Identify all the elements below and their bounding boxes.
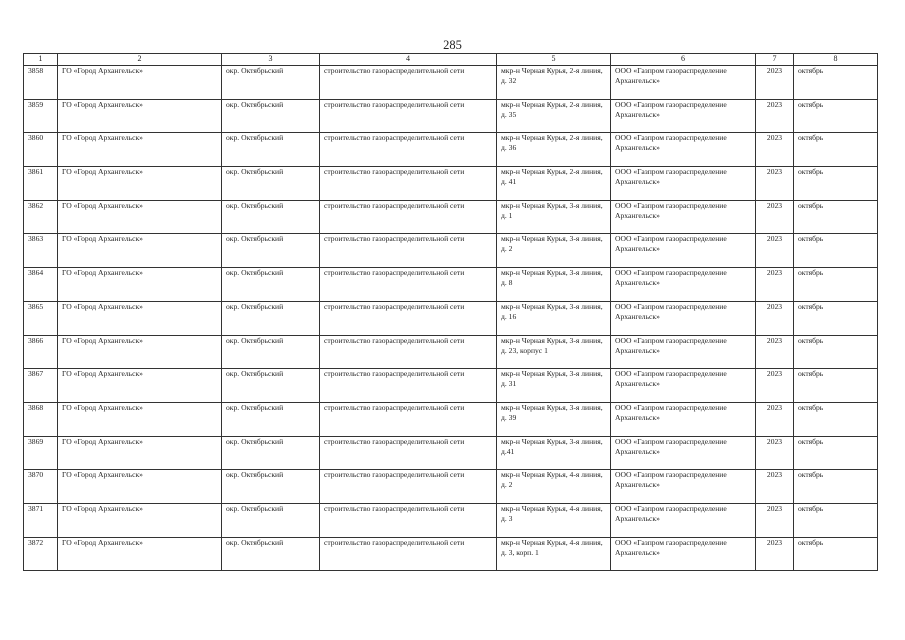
table-row — [24, 200, 878, 234]
year-cell: 2023 — [756, 234, 794, 268]
month-cell: октябрь — [794, 402, 878, 436]
address-cell: мкр-н Черная Курья, 3-я линия, д. 23, корпус 1 — [497, 335, 611, 369]
column-header: 7 — [756, 54, 794, 66]
table-row — [24, 268, 878, 302]
year-cell: 2023 — [756, 200, 794, 234]
district-cell: окр. Октябрьский — [222, 66, 320, 100]
municipality-cell: ГО «Город Архангельск» — [58, 335, 222, 369]
row-number-cell: 3869 — [24, 436, 58, 470]
work-type-cell: строительство газораспределительной сети — [320, 66, 497, 100]
month-cell: октябрь — [794, 470, 878, 504]
row-number-cell: 3861 — [24, 167, 58, 201]
address-cell: мкр-н Черная Курья, 3-я линия, д. 2 — [497, 234, 611, 268]
work-type-cell: строительство газораспределительной сети — [320, 234, 497, 268]
work-type-cell: строительство газораспределительной сети — [320, 167, 497, 201]
work-type-cell: строительство газораспределительной сети — [320, 470, 497, 504]
address-cell: мкр-н Черная Курья, 3-я линия, д.41 — [497, 436, 611, 470]
organization-cell: ООО «Газпром газораспределение Архангельск» — [611, 66, 756, 100]
address-cell: мкр-н Черная Курья, 2-я линия, д. 35 — [497, 99, 611, 133]
address-cell: мкр-н Черная Курья, 3-я линия, д. 16 — [497, 301, 611, 335]
table-row — [24, 436, 878, 470]
work-type-cell: строительство газораспределительной сети — [320, 268, 497, 302]
table-row — [24, 537, 878, 571]
year-cell: 2023 — [756, 470, 794, 504]
year-cell: 2023 — [756, 402, 794, 436]
year-cell: 2023 — [756, 133, 794, 167]
municipality-cell: ГО «Город Архангельск» — [58, 99, 222, 133]
row-number-cell: 3866 — [24, 335, 58, 369]
page-number: 285 — [443, 38, 462, 52]
district-cell: окр. Октябрьский — [222, 436, 320, 470]
row-number-cell: 3868 — [24, 402, 58, 436]
column-header: 3 — [222, 54, 320, 66]
table-row — [24, 66, 878, 100]
column-header: 2 — [58, 54, 222, 66]
month-cell: октябрь — [794, 66, 878, 100]
year-cell: 2023 — [756, 503, 794, 537]
work-type-cell: строительство газораспределительной сети — [320, 301, 497, 335]
organization-cell: ООО «Газпром газораспределение Архангельск» — [611, 301, 756, 335]
month-cell: октябрь — [794, 503, 878, 537]
month-cell: октябрь — [794, 369, 878, 403]
table-row — [24, 503, 878, 537]
address-cell: мкр-н Черная Курья, 3-я линия, д. 1 — [497, 200, 611, 234]
work-type-cell: строительство газораспределительной сети — [320, 369, 497, 403]
address-cell: мкр-н Черная Курья, 4-я линия, д. 3, корп. 1 — [497, 537, 611, 571]
table-row — [24, 301, 878, 335]
year-cell: 2023 — [756, 436, 794, 470]
year-cell: 2023 — [756, 99, 794, 133]
work-type-cell: строительство газораспределительной сети — [320, 133, 497, 167]
work-type-cell: строительство газораспределительной сети — [320, 402, 497, 436]
row-number-cell: 3865 — [24, 301, 58, 335]
address-cell: мкр-н Черная Курья, 4-я линия, д. 3 — [497, 503, 611, 537]
year-cell: 2023 — [756, 167, 794, 201]
municipality-cell: ГО «Город Архангельск» — [58, 133, 222, 167]
table-row — [24, 369, 878, 403]
district-cell: окр. Октябрьский — [222, 470, 320, 504]
work-type-cell: строительство газораспределительной сети — [320, 436, 497, 470]
district-cell: окр. Октябрьский — [222, 200, 320, 234]
month-cell: октябрь — [794, 99, 878, 133]
year-cell: 2023 — [756, 268, 794, 302]
year-cell: 2023 — [756, 369, 794, 403]
month-cell: октябрь — [794, 301, 878, 335]
table-row — [24, 133, 878, 167]
row-number-cell: 3858 — [24, 66, 58, 100]
municipality-cell: ГО «Город Архангельск» — [58, 537, 222, 571]
address-cell: мкр-н Черная Курья, 2-я линия, д. 41 — [497, 167, 611, 201]
month-cell: октябрь — [794, 537, 878, 571]
district-cell: окр. Октябрьский — [222, 335, 320, 369]
month-cell: октябрь — [794, 234, 878, 268]
address-cell: мкр-н Черная Курья, 3-я линия, д. 8 — [497, 268, 611, 302]
district-cell: окр. Октябрьский — [222, 503, 320, 537]
district-cell: окр. Октябрьский — [222, 234, 320, 268]
column-number-row — [24, 54, 878, 66]
municipality-cell: ГО «Город Архангельск» — [58, 167, 222, 201]
district-cell: окр. Октябрьский — [222, 301, 320, 335]
row-number-cell: 3864 — [24, 268, 58, 302]
year-cell: 2023 — [756, 301, 794, 335]
municipality-cell: ГО «Город Архангельск» — [58, 402, 222, 436]
row-number-cell: 3863 — [24, 234, 58, 268]
organization-cell: ООО «Газпром газораспределение Архангельск» — [611, 537, 756, 571]
organization-cell: ООО «Газпром газораспределение Архангельск» — [611, 234, 756, 268]
work-type-cell: строительство газораспределительной сети — [320, 503, 497, 537]
month-cell: октябрь — [794, 200, 878, 234]
municipality-cell: ГО «Город Архангельск» — [58, 470, 222, 504]
column-header: 5 — [497, 54, 611, 66]
address-cell: мкр-н Черная Курья, 3-я линия, д. 31 — [497, 369, 611, 403]
organization-cell: ООО «Газпром газораспределение Архангельск» — [611, 268, 756, 302]
municipality-cell: ГО «Город Архангельск» — [58, 268, 222, 302]
table-row — [24, 402, 878, 436]
table-row — [24, 99, 878, 133]
organization-cell: ООО «Газпром газораспределение Архангельск» — [611, 436, 756, 470]
row-number-cell: 3860 — [24, 133, 58, 167]
column-header: 4 — [320, 54, 497, 66]
work-type-cell: строительство газораспределительной сети — [320, 200, 497, 234]
table-row — [24, 335, 878, 369]
organization-cell: ООО «Газпром газораспределение Архангельск» — [611, 200, 756, 234]
organization-cell: ООО «Газпром газораспределение Архангельск» — [611, 335, 756, 369]
row-number-cell: 3872 — [24, 537, 58, 571]
year-cell: 2023 — [756, 335, 794, 369]
district-cell: окр. Октябрьский — [222, 402, 320, 436]
district-cell: окр. Октябрьский — [222, 167, 320, 201]
row-number-cell: 3870 — [24, 470, 58, 504]
row-number-cell: 3867 — [24, 369, 58, 403]
address-cell: мкр-н Черная Курья, 2-я линия, д. 36 — [497, 133, 611, 167]
organization-cell: ООО «Газпром газораспределение Архангельск» — [611, 369, 756, 403]
organization-cell: ООО «Газпром газораспределение Архангельск» — [611, 99, 756, 133]
row-number-cell: 3862 — [24, 200, 58, 234]
month-cell: октябрь — [794, 436, 878, 470]
municipality-cell: ГО «Город Архангельск» — [58, 503, 222, 537]
year-cell: 2023 — [756, 537, 794, 571]
work-type-cell: строительство газораспределительной сети — [320, 335, 497, 369]
row-number-cell: 3871 — [24, 503, 58, 537]
organization-cell: ООО «Газпром газораспределение Архангельск» — [611, 470, 756, 504]
column-header: 6 — [611, 54, 756, 66]
district-cell: окр. Октябрьский — [222, 133, 320, 167]
municipality-cell: ГО «Город Архангельск» — [58, 200, 222, 234]
column-header: 1 — [24, 54, 58, 66]
table-row — [24, 470, 878, 504]
organization-cell: ООО «Газпром газораспределение Архангельск» — [611, 402, 756, 436]
organization-cell: ООО «Газпром газораспределение Архангельск» — [611, 133, 756, 167]
row-number-cell: 3859 — [24, 99, 58, 133]
district-cell: окр. Октябрьский — [222, 369, 320, 403]
address-cell: мкр-н Черная Курья, 2-я линия, д. 32 — [497, 66, 611, 100]
work-type-cell: строительство газораспределительной сети — [320, 99, 497, 133]
address-cell: мкр-н Черная Курья, 4-я линия, д. 2 — [497, 470, 611, 504]
table-row — [24, 234, 878, 268]
month-cell: октябрь — [794, 335, 878, 369]
municipality-cell: ГО «Город Архангельск» — [58, 369, 222, 403]
organization-cell: ООО «Газпром газораспределение Архангельск» — [611, 503, 756, 537]
month-cell: октябрь — [794, 268, 878, 302]
district-cell: окр. Октябрьский — [222, 268, 320, 302]
municipality-cell: ГО «Город Архангельск» — [58, 436, 222, 470]
document-table — [23, 53, 878, 571]
month-cell: октябрь — [794, 167, 878, 201]
month-cell: октябрь — [794, 133, 878, 167]
work-type-cell: строительство газораспределительной сети — [320, 537, 497, 571]
municipality-cell: ГО «Город Архангельск» — [58, 301, 222, 335]
table-body — [24, 66, 878, 571]
address-cell: мкр-н Черная Курья, 3-я линия, д. 39 — [497, 402, 611, 436]
column-header: 8 — [794, 54, 878, 66]
municipality-cell: ГО «Город Архангельск» — [58, 66, 222, 100]
year-cell: 2023 — [756, 66, 794, 100]
table-row — [24, 167, 878, 201]
organization-cell: ООО «Газпром газораспределение Архангельск» — [611, 167, 756, 201]
district-cell: окр. Октябрьский — [222, 99, 320, 133]
municipality-cell: ГО «Город Архангельск» — [58, 234, 222, 268]
district-cell: окр. Октябрьский — [222, 537, 320, 571]
